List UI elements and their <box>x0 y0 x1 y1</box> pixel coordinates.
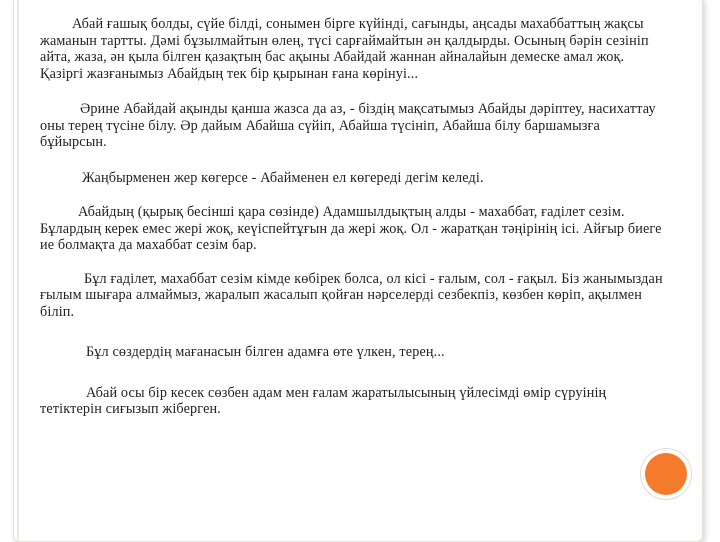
decorative-circle-fill <box>645 453 687 495</box>
paragraph-5: Бұл ғаділет, махаббат сезім кімде көбірек болса, ол кісі - ғалым, сол - ғақыл. Біз жанымыздан ғылым шығара алмаймыз, жаралып жасалып қойған нәрселерді сезбекпіз, көзбен көріп, ақылмен біліп. <box>40 270 663 320</box>
paragraph-7: Абай осы бір кесек сөзбен адам мен ғалам жаратылысының үйлесімді өмір сүруінің тетіктерін сиғызып жіберген. <box>40 384 607 417</box>
paragraph-2: Әрине Абайдай ақынды қанша жазса да аз, - біздің мақсатымыз Абайды дәріптеу, насихаттау оны терең түсіне білу. Әр дайым Абайша сүйіп, Абайша түсініп, Абайша білу баршамызға бұйырсын. <box>40 101 656 150</box>
paragraph-1: Абай ғашық болды, сүйе білді, сонымен бірге күйінді, сағынды, аңсады махаббаттың жақсы жаманын тартты. Дәмі бұзылмайтын өлең, түсі сарғаймайтын ән қалдырды. Осының бәрін сезініп айта, жаза, ән қыла білген қазақтың бас ақыны Абайдай жаннан айналайын демеске амал жоқ. Қазіргі жазғанымыз Абайдың тек бір қырынан ғана көрінуі... <box>40 16 649 82</box>
left-border-line <box>17 0 19 540</box>
paragraph-6: Бұл сөздердің мағанасын білген адамға өте үлкен, терең... <box>86 344 445 360</box>
document-body <box>40 16 670 418</box>
paragraph-4: Абайдың (қырық бесінші қара сөзінде) Адамшылдықтың алды - махаббат, ғаділет сезім. Бұлардың керек емес жері жоқ, кеүіспейтұғын да жері жоқ. Ол - жаратқан тәңірінің ісі. Айғыр биеге ие болмақта да махаббат сезім бар. <box>40 204 662 253</box>
decorative-circle <box>640 448 692 500</box>
paragraph-3: Жаңбырменен жер көгерсе - Абайменен ел көгереді дегім келеді. <box>82 169 484 186</box>
